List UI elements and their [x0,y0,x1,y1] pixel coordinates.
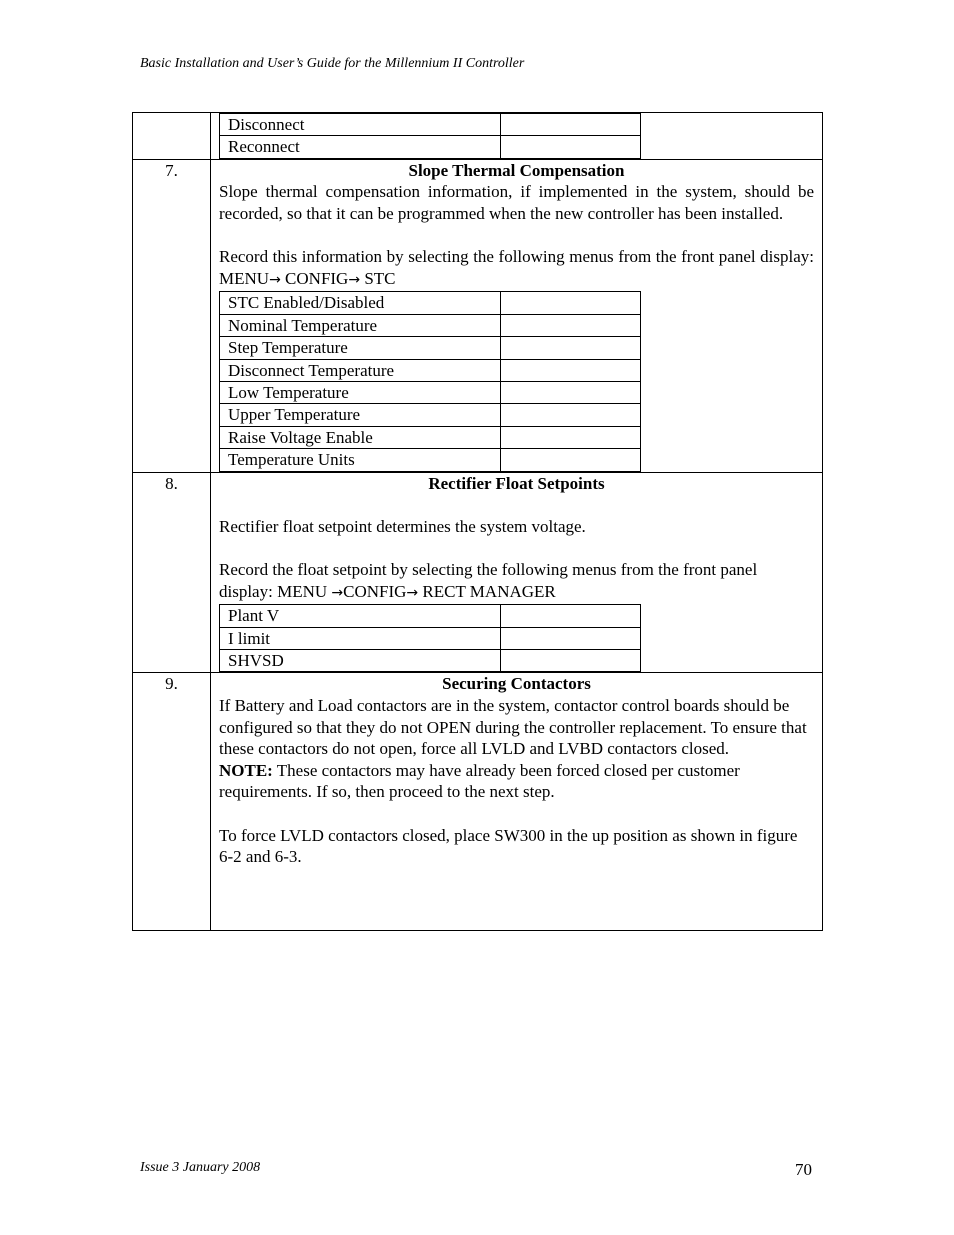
table-row [220,359,641,381]
section-title: Slope Thermal Compensation [408,160,625,180]
note-text: These contactors may have already been forced closed per customer requirements. If so, then proceed to the next step. [219,760,740,802]
section-paragraph: If Battery and Load contactors are in the system, contactor control boards should be configured so that they do not OPEN during the controller replacement. To ensure that these contactors do not open, force all LVLD and LVBD contactors closed. [219,696,807,759]
section-title: Securing Contactors [442,674,591,694]
section-number: 8. [133,472,211,673]
field-label: Nominal Temperature [220,314,501,336]
rectifier-table [219,604,641,672]
section-title: Rectifier Float Setpoints [428,473,605,493]
table-row [220,404,641,426]
field-value [501,627,641,649]
table-row [220,382,641,404]
field-value [501,605,641,627]
field-value [501,314,641,336]
field-label: STC Enabled/Disabled [220,292,501,314]
table-row-continuation [133,113,823,160]
table-row [220,449,641,471]
field-label: Disconnect Temperature [220,359,501,381]
field-value [501,359,641,381]
field-value [501,449,641,471]
procedure-table [132,112,823,931]
table-row-section-9 [133,673,823,931]
table-row [220,627,641,649]
field-value [501,292,641,314]
field-label: Upper Temperature [220,404,501,426]
field-label: Step Temperature [220,337,501,359]
table-row [220,114,641,136]
field-label: Reconnect [220,136,501,158]
field-value [501,650,641,672]
table-row [220,605,641,627]
menu-instruction: Record this information by selecting the following menus from the front panel display: MENU→ CONFIG→ STC [219,247,814,288]
field-value [501,404,641,426]
note-paragraph [219,760,814,803]
field-label: Low Temperature [220,382,501,404]
field-label: Raise Voltage Enable [220,426,501,448]
row-number-empty [133,113,211,160]
footer-issue: Issue 3 January 2008 [140,1160,261,1175]
disconnect-reconnect-table [219,113,641,159]
field-label: Temperature Units [220,449,501,471]
field-value [501,426,641,448]
field-label: Plant V [220,605,501,627]
table-row-section-7 [133,159,823,472]
page-number: 70 [795,1160,812,1179]
running-header: Basic Installation and User’s Guide for the Millennium II Controller [140,56,525,71]
arrow-right-icon: → [269,271,281,288]
table-row [220,337,641,359]
table-row [220,314,641,336]
arrow-right-icon: → [406,584,419,601]
menu-instruction: Record the float setpoint by selecting the following menus from the front panel display: MENU →CONFIG→ RECT MANAGER [219,560,758,601]
note-label: NOTE: [219,760,273,780]
arrow-right-icon: → [331,584,344,601]
table-row-section-8 [133,472,823,673]
section-paragraph: Slope thermal compensation information, if implemented in the system, should be recorded, so that it can be programmed when the new controller has been installed. [219,182,814,223]
field-value [501,382,641,404]
section-number: 9. [133,673,211,931]
table-row [220,650,641,672]
stc-table [219,291,641,471]
field-label: Disconnect [220,114,501,136]
table-row [220,426,641,448]
field-label: I limit [220,627,501,649]
arrow-right-icon: → [348,271,361,288]
section-paragraph: To force LVLD contactors closed, place SW300 in the up position as shown in figure 6-2 and 6-3. [219,825,798,867]
table-row [220,136,641,158]
field-label: SHVSD [220,650,501,672]
field-value [501,114,641,136]
field-value [501,136,641,158]
field-value [501,337,641,359]
table-row [220,292,641,314]
section-paragraph: Rectifier float setpoint determines the system voltage. [219,516,586,536]
section-number: 7. [133,159,211,472]
